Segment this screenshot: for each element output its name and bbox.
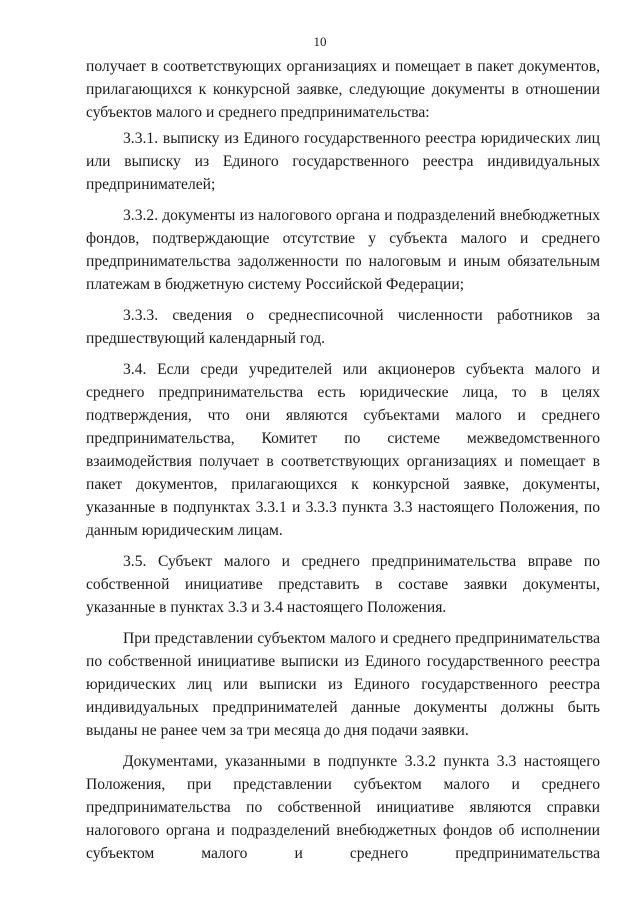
paragraph-3-5: 3.5. Субъект малого и среднего предпринимательства вправе по собственной инициативе представить в составе заявки документы, указанные в пунктах 3.3 и 3.4 настоящего Положения. <box>86 553 600 616</box>
paragraph-tax-certificates: Документами, указанными в подпункте 3.3.2 пункта 3.3 настоящего Положения, при представлении субъектом малого и среднего предпринимательства по собственной инициативе являются справки налогового органа и подразделений внебюджетных фондов об исполнении субъектом малого и среднего предпринимательства <box>86 753 600 862</box>
paragraph-3-4: 3.4. Если среди учредителей или акционеров субъекта малого и среднего предпринимательства есть юридические лица, то в целях подтверждения, что они являются субъектами малого и среднего предпринимательства, Комитет по системе межведомственного взаимодействия получает в соответствующих организациях и помещает в пакет документов, прилагающихся к конкурсной заявке, документы, указанные в подпунктах 3.3.1 и 3.3.3 пункта 3.3 настоящего Положения, по данным юридическим лицам. <box>86 361 600 539</box>
paragraph-3-3-2: 3.3.2. документы из налогового органа и подразделений внебюджетных фондов, подтверждающие отсутствие у субъекта малого и среднего предпринимательства задолженности по налоговым и иным обязательным платежам в бюджетную систему Российской Федерации; <box>86 207 600 293</box>
paragraph-3-3-1: 3.3.1. выписку из Единого государственного реестра юридических лиц или выписку из Единого государственного реестра индивидуальных предпринимателей; <box>86 130 600 193</box>
document-body <box>86 55 600 865</box>
paragraph-3-3-3: 3.3.3. сведения о среднесписочной численности работников за предшествующий календарный год. <box>86 307 600 347</box>
page-number: 10 <box>313 34 327 49</box>
paragraph-continuation: получает в соответствующих организациях и помещает в пакет документов, прилагающихся к конкурсной заявке, следующие документы в отношении субъектов малого и среднего предпринимательства: <box>86 58 600 121</box>
paragraph-extract-validity: При представлении субъектом малого и среднего предпринимательства по собственной инициативе выписки из Единого государственного реестра юридических лиц или выписки из Единого государственного реестра индивидуальных предпринимателей данные документы должны быть выданы не ранее чем за три месяца до дня подачи заявки. <box>86 630 600 739</box>
